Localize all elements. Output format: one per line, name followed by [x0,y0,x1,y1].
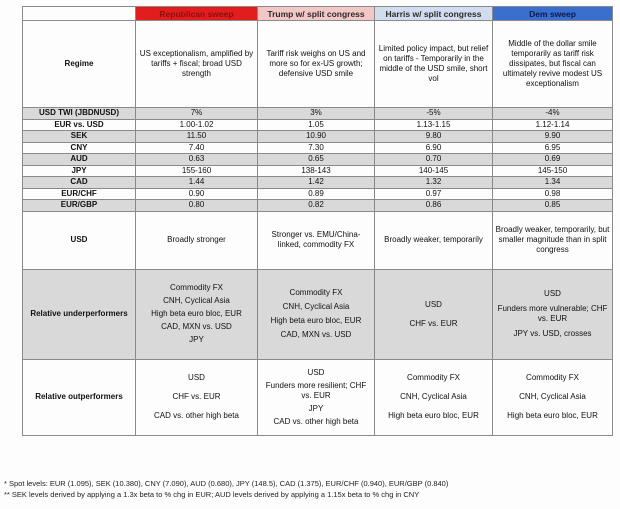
level-cell: 11.50 [136,131,258,143]
level-cell: 1.00-1.02 [136,119,258,131]
usd-cell: Broadly weaker, temporarily, but smaller magnitude than in split congress [493,211,613,269]
level-cell: 1.42 [258,177,375,189]
row-label-usd: USD [23,211,136,269]
level-cell: 0.69 [493,154,613,166]
usd-row [23,211,613,269]
level-cell: 0.63 [136,154,258,166]
list-item: Funders more vulnerable; CHF vs. EUR [497,304,608,323]
level-cell: 0.80 [136,200,258,212]
list-item: JPY [189,335,204,344]
corner-cell [23,7,136,21]
list-item: High beta euro bloc, EUR [270,316,362,325]
row-label-underperformers: Relative underperformers [23,269,136,359]
row-label: AUD [23,154,136,166]
list-item: CNH, Cyclical Asia [163,296,230,305]
level-cell: 6.95 [493,142,613,154]
level-cell: 7% [136,108,258,120]
list-item: CHF vs. EUR [409,318,458,328]
regime-cell: Tariff risk weighs on US and more so for ex-US growth; defensive USD smile [258,21,375,108]
level-row [23,108,613,120]
list-item: CAD, MXN vs. USD [161,322,232,331]
regime-cell: Middle of the dollar smile temporarily as tariff risk dissipates, but fiscal can ultimately revive modest US exceptionalism [493,21,613,108]
regime-cell: US exceptionalism, amplified by tariffs + fiscal; broad USD strength [136,21,258,108]
level-cell: 1.44 [136,177,258,189]
level-row [23,119,613,131]
level-row [23,177,613,189]
level-cell: -4% [493,108,613,120]
footnote-derivation: ** SEK levels derived by applying a 1.3x beta to % chg in EUR; AUD levels derived by applying a 1.15x beta to % chg in CNY [4,490,420,499]
list-item: USD [544,289,561,298]
row-label-outperformers: Relative outperformers [23,359,136,435]
level-cell: 0.70 [375,154,493,166]
list-item: Funders more resilient; CHF vs. EUR [265,380,367,400]
outperformers-cell [136,359,258,435]
list-item: CHF vs. EUR [172,392,221,401]
level-cell: 140-145 [375,165,493,177]
level-cell: 1.32 [375,177,493,189]
level-cell: 0.98 [493,188,613,200]
row-label: EUR vs. USD [23,119,136,131]
level-row [23,165,613,177]
regime-cell: Limited policy impact, but relief on tariffs - Temporarily in the middle of the USD smile, short vol [375,21,493,108]
outperformers-cell [258,359,375,435]
list-item: USD [425,299,442,309]
header-dem-sweep: Dem sweep [493,7,613,21]
outperformers-cell [493,359,613,435]
level-cell: 138-143 [258,165,375,177]
level-cell: 0.82 [258,200,375,212]
list-item: CAD vs. other high beta [273,416,359,426]
underperformers-cell [136,269,258,359]
level-cell: 1.34 [493,177,613,189]
row-label: CAD [23,177,136,189]
list-item: Commodity FX [526,373,579,382]
usd-cell: Broadly stronger [136,211,258,269]
outperformers-cell [375,359,493,435]
level-cell: 0.85 [493,200,613,212]
underperformers-cell [258,269,375,359]
underperformers-cell [375,269,493,359]
level-cell: 9.80 [375,131,493,143]
election-fx-scenario-table [22,6,613,436]
footnotes [4,478,616,500]
row-label: EUR/GBP [23,200,136,212]
row-label: JPY [23,165,136,177]
row-label: CNY [23,142,136,154]
level-cell: 6.90 [375,142,493,154]
level-cell: 0.90 [136,188,258,200]
level-cell: 7.40 [136,142,258,154]
level-cell: -5% [375,108,493,120]
list-item: High beta euro bloc, EUR [388,411,479,420]
level-row [23,200,613,212]
list-item: CNH, Cyclical Asia [400,392,467,401]
header-row [23,7,613,21]
list-item: Commodity FX [407,373,460,382]
level-row [23,154,613,166]
underperformers-row [23,269,613,359]
header-harris-split: Harris w/ split congress [375,7,493,21]
list-item: JPY vs. USD, crosses [513,329,592,338]
level-row [23,188,613,200]
level-cell: 1.05 [258,119,375,131]
list-item: CAD vs. other high beta [154,411,239,420]
row-label-regime: Regime [23,21,136,108]
level-cell: 0.86 [375,200,493,212]
row-label: SEK [23,131,136,143]
list-item: Commodity FX [289,288,343,297]
level-row [23,131,613,143]
usd-cell: Broadly weaker, temporarily [375,211,493,269]
list-item: High beta euro bloc, EUR [151,309,242,318]
footnote-spot-levels: * Spot levels: EUR (1.095), SEK (10.380), CNY (7.090), AUD (0.680), JPY (148.5), CAD (1.375), EUR/CHF (0.940), EUR/GBP (0.840) [4,479,449,488]
list-item: JPY [308,403,324,413]
row-label: USD TWI (JBDNUSD) [23,108,136,120]
usd-cell: Stronger vs. EMU/China-linked, commodity FX [258,211,375,269]
underperformers-cell [493,269,613,359]
level-cell: 155-160 [136,165,258,177]
list-item: CNH, Cyclical Asia [519,392,586,401]
list-item: USD [307,367,325,377]
level-cell: 3% [258,108,375,120]
outperformers-row [23,359,613,435]
list-item: USD [188,373,205,382]
header-republican-sweep: Republican sweep [136,7,258,21]
list-item: High beta euro bloc, EUR [507,411,598,420]
list-item: CAD, MXN vs. USD [280,330,352,339]
level-cell: 1.12-1.14 [493,119,613,131]
header-trump-split: Trump w/ split congress [258,7,375,21]
level-row [23,142,613,154]
level-cell: 10.90 [258,131,375,143]
row-label: EUR/CHF [23,188,136,200]
level-cell: 1.13-1.15 [375,119,493,131]
level-cell: 0.97 [375,188,493,200]
level-cell: 0.89 [258,188,375,200]
regime-row [23,21,613,108]
level-cell: 9.90 [493,131,613,143]
level-cell: 145-150 [493,165,613,177]
level-cell: 7.30 [258,142,375,154]
level-cell: 0.65 [258,154,375,166]
list-item: Commodity FX [170,283,223,292]
list-item: CNH, Cyclical Asia [282,302,350,311]
